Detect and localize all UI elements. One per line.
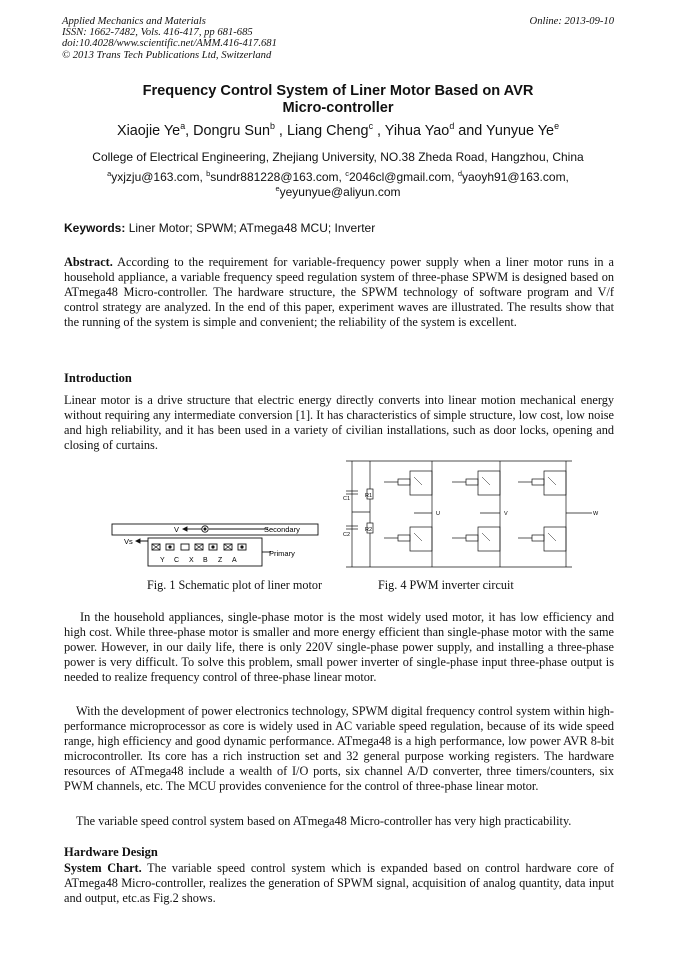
section-heading-hardware-design: Hardware Design — [64, 845, 158, 859]
author-name: Dongru Sun — [193, 123, 270, 139]
email-mark: c — [345, 169, 349, 178]
author-emails — [62, 170, 614, 200]
fig4-caption: Fig. 4 PWM inverter circuit — [378, 578, 514, 592]
coil-label: A — [232, 557, 237, 564]
keywords — [64, 221, 375, 235]
intro-paragraph-2: In the household appliances, single-phase motor is the most widely used motor, it has low efficiency and high cost. While three-phase motor is smaller and more energy efficient than single-phase motor with the same power. However, in our daily life, there is only 220V single-phase power supply, and installing a three-phase power is very difficult. To solve this problem, small power inverter of single-phase input three-phase output is needed to realize frequency control of three-phase linear motor. — [64, 610, 614, 685]
system-chart-text: The variable speed control system which is expanded based on control hardware core of ATmega48 Micro-controller, realizes the generation of SPWM signal, acquisition of analog quantity, data input and output, etc.as Fig.2 shows. — [64, 861, 614, 906]
journal-header — [62, 16, 277, 61]
email-mark: a — [107, 169, 112, 178]
email-e[interactable]: yeyunyue@aliyun.com — [279, 185, 401, 199]
inverter-leg-v — [452, 461, 500, 567]
doi-line: doi:10.4028/www.scientific.net/AMM.416-417.681 — [62, 38, 277, 50]
author-separator: and — [454, 123, 487, 139]
author-list — [62, 123, 614, 139]
online-date: Online: 2013-09-10 — [529, 16, 614, 27]
output-v-label: V — [504, 511, 508, 517]
abstract-text: According to the requirement for variable-frequency power supply when a liner motor runs in a household appliance, a variable frequency speed regulation system of three-phase SPWM is designed based on ATmega48 Micro-controller. The hardware structure, the SPWM technology of software program and V/f control strategy are analyzed. In the end of this paper, experiment waves are illustrated. The results show that the running of the system is simple and convenient; the reliability of the system is excellent. — [64, 255, 614, 330]
email-mark: d — [457, 169, 462, 178]
email-mark: e — [275, 184, 280, 193]
hardware-paragraph — [64, 861, 614, 906]
coil-label: Y — [160, 557, 165, 564]
coil-label: B — [203, 557, 208, 564]
secondary-label: Secondary — [264, 525, 300, 534]
issn-line: ISSN: 1662-7482, Vols. 416-417, pp 681-685 — [62, 27, 253, 39]
author-affil-mark: c — [368, 121, 374, 132]
email-d[interactable]: yaoyh91@163.com, — [461, 170, 569, 184]
author-name: Yihua Yao — [384, 123, 450, 139]
v-label: V — [174, 525, 180, 534]
primary-label: Primary — [269, 549, 295, 558]
keywords-label: Keywords: — [64, 221, 126, 235]
keywords-text: Liner Motor; SPWM; ATmega48 MCU; Inverter — [128, 221, 376, 235]
copyright-line: © 2013 Trans Tech Publications Ltd, Switzerland — [62, 49, 272, 61]
abstract-label: Abstract. — [64, 255, 113, 269]
author-name: Yunyue Ye — [486, 123, 555, 139]
output-w-label: W — [593, 511, 599, 517]
vs-label: Vs — [124, 537, 133, 546]
author-affil-mark: a — [180, 121, 186, 132]
author-separator: , — [185, 123, 194, 139]
title-line-2: Micro-controller — [282, 100, 394, 116]
c2-label: C2 — [343, 532, 351, 538]
r2-label: R2 — [365, 527, 373, 533]
journal-name: Applied Mechanics and Materials — [62, 16, 206, 27]
coil-label: Z — [218, 557, 223, 564]
affiliation: College of Electrical Engineering, Zhejiang University, NO.38 Zheda Road, Hangzhou, China — [92, 150, 584, 164]
author-separator: , — [373, 123, 385, 139]
author-separator: , — [274, 123, 287, 139]
inverter-leg-u — [384, 461, 432, 567]
email-a[interactable]: yxjzju@163.com, — [111, 170, 203, 184]
fig1-caption: Fig. 1 Schematic plot of liner motor — [147, 578, 322, 592]
title-line-1: Frequency Control System of Liner Motor Based on AVR — [142, 83, 534, 99]
intro-paragraph-3: With the development of power electronics technology, SPWM digital frequency control system within high-performance microprocessor as core is widely used in AC variable speed regulation, because of its wide speed range, high efficiency and good dynamic performance. ATmega48 is a high performance, low power AVR 8-bit microcontroller. Its core has a rich instruction set and 32 general purpose working registers. The hardware resources of ATmega48 include a wealth of I/O ports, six channel A/D converter, three timers/counters, six PWM channels, etc. The MCU provides convenience for the control of three-phase linear motor. — [64, 704, 614, 794]
email-c[interactable]: 2046cl@gmail.com, — [348, 170, 455, 184]
email-mark: b — [206, 169, 211, 178]
intro-paragraph-4: The variable speed control system based on ATmega48 Micro-controller has very high practicability. — [76, 814, 572, 828]
fig4-pwm-inverter-circuit — [340, 455, 600, 573]
inverter-leg-w — [518, 461, 592, 567]
system-chart-label: System Chart. — [64, 861, 142, 875]
intro-paragraph-1: Linear motor is a drive structure that electric energy directly converts into linear motion mechanical energy without requiring any intermediate conversion [1]. It has characteristics of simple structure, low cost, low noise and high reliability, and it has been used in a variety of civilian installations, such as door locks, opening and closing of curtains. — [64, 393, 614, 453]
c1-label: C1 — [343, 496, 351, 502]
section-heading-introduction: Introduction — [64, 371, 132, 385]
abstract — [64, 255, 614, 330]
output-u-label: U — [436, 511, 440, 517]
paper-title — [62, 83, 614, 117]
coil-label: C — [174, 557, 180, 564]
author-affil-mark: d — [449, 121, 455, 132]
fig1-liner-motor-schematic — [108, 519, 322, 569]
author-affil-mark: b — [269, 121, 275, 132]
coil-label: X — [189, 557, 194, 564]
author-name: Xiaojie Ye — [116, 123, 181, 139]
author-name: Liang Cheng — [286, 123, 369, 139]
author-affil-mark: e — [554, 121, 560, 132]
email-b[interactable]: sundr881228@163.com, — [210, 170, 342, 184]
r1-label: R1 — [365, 493, 373, 499]
